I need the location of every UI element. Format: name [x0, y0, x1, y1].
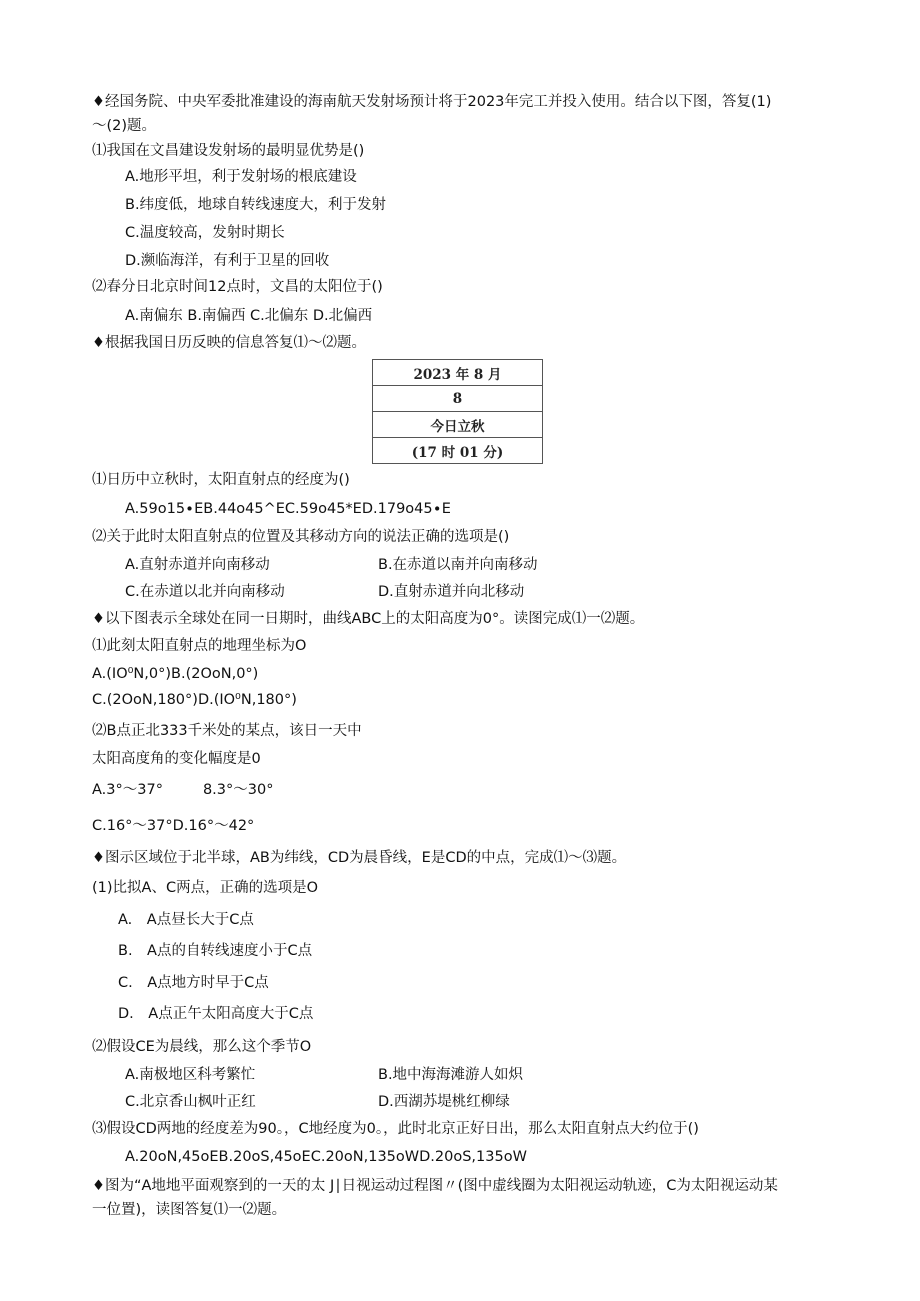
- q4-sub2-option-b: B.地中海海滩游人如炽: [378, 1067, 524, 1083]
- q4-sub3-options: A.20oN,45oEB.20oS,45oEC.20oN,135oWD.20oS,135oW: [125, 1149, 527, 1165]
- q4-sub2-option-c: C.北京香山枫叶正红: [125, 1094, 256, 1110]
- q2-sub2-option-c: C.在赤道以北并向南移动: [125, 584, 285, 600]
- q3-sub2-options-cd: C.16°～37°D.16°～42°: [92, 818, 255, 834]
- q2-sub2: ⑵关于此时太阳直射点的位置及其移动方向的说法正确的选项是(): [92, 529, 510, 545]
- q4-sub2-options-row2: [125, 1092, 510, 1112]
- q3-sub1-options-cd: C.(2OoN,180°)D.(IO⁰N,180°): [92, 692, 297, 708]
- q3-sub2-line2: 太阳高度角的变化幅度是0: [92, 751, 261, 767]
- q5-intro-line1: ♦图为“A地地平面观察到的一天的太 J∣日视运动过程图〃(图中虚线圈为太阳视运动轨迹，C为太阳视运动某: [92, 1178, 778, 1194]
- q4-intro: ♦图示区域位于北半球，AB为纬线，CD为晨昏线，E是CD的中点，完成⑴～⑶题。: [92, 850, 627, 866]
- q1-sub1-option-d: D.濒临海洋，有利于卫星的回收: [125, 253, 330, 269]
- q3-sub2-option-b: 8.3°～30°: [202, 782, 274, 798]
- q3-sub2-line1: ⑵B点正北333千米处的某点，该日一天中: [92, 723, 362, 739]
- q2-sub2-option-a: A.直射赤道并向南移动: [125, 557, 270, 573]
- q1-sub2: ⑵春分日北京时间12点时，文昌的太阳位于(): [92, 279, 383, 295]
- calendar-month: 2023 年 8 月: [373, 360, 543, 386]
- q1-sub2-options: A.南偏东 B.南偏西 C.北偏东 D.北偏西: [125, 308, 373, 324]
- q5-intro-line2: 一位置)，读图答复⑴一⑵题。: [92, 1202, 287, 1218]
- q3-sub2-option-a: A.3°～37°: [92, 782, 163, 798]
- q1-intro-line2: ～(2)题。: [92, 118, 157, 134]
- q3-sub2-options-ab: [92, 780, 273, 800]
- q2-sub2-options-row1: [125, 555, 538, 575]
- q3-sub1-options-ab: A.(IO⁰N,0°)B.(2OoN,0°): [92, 666, 259, 682]
- q2-intro: ♦根据我国日历反映的信息答复⑴～⑵题。: [92, 335, 366, 351]
- q4-sub1-option-d: D. A点正午太阳高度大于C点: [118, 1006, 314, 1022]
- q4-sub2: ⑵假设CE为晨线，那么这个季节O: [92, 1039, 312, 1055]
- q4-sub2-options-row1: [125, 1065, 523, 1085]
- q3-sub1: ⑴此刻太阳直射点的地理坐标为O: [92, 638, 307, 654]
- q3-intro: ♦以下图表示全球处在同一日期时，曲线ABC上的太阳高度为0°。读图完成⑴一⑵题。: [92, 611, 645, 627]
- q1-intro-line1: ♦经国务院、中央军委批准建设的海南航天发射场预计将于2023年完工并投入使用。结合以下图，答复(1): [92, 94, 772, 110]
- q4-sub2-option-d: D.西湖苏堤桃红柳绿: [378, 1094, 510, 1110]
- q2-sub2-options-row2: [125, 582, 524, 602]
- q2-sub2-option-b: B.在赤道以南并向南移动: [378, 557, 538, 573]
- q1-sub1-option-b: B.纬度低，地球自转线速度大，利于发射: [125, 197, 387, 213]
- calendar-page: [372, 359, 543, 464]
- calendar-solar-term: 今日立秋: [373, 412, 543, 438]
- q4-sub1-option-a: A. A点昼长大于C点: [118, 912, 254, 928]
- q4-sub1-option-b: B. A点的自转线速度小于C点: [118, 943, 313, 959]
- calendar-day: 8: [373, 386, 543, 412]
- q1-sub1: ⑴我国在文昌建设发射场的最明显优势是(): [92, 143, 365, 159]
- q2-sub1: ⑴日历中立秋时，太阳直射点的经度为(): [92, 472, 350, 488]
- q4-sub1-option-c: C. A点地方时早于C点: [118, 975, 269, 991]
- q4-sub3: ⑶假设CD两地的经度差为90。，C地经度为0。，此时北京正好日出，那么太阳直射点大约位于(): [92, 1121, 699, 1137]
- q1-sub1-option-a: A.地形平坦，利于发射场的根底建设: [125, 169, 357, 185]
- q2-sub1-options: A.59o15∙EB.44o45^EC.59o45*ED.179o45∙E: [125, 501, 451, 517]
- q1-sub1-option-c: C.温度较高，发射时期长: [125, 225, 285, 241]
- calendar-time: (17 时 01 分): [373, 438, 543, 464]
- q4-sub2-option-a: A.南极地区科考繁忙: [125, 1067, 256, 1083]
- q4-sub1: (1)比拟A、C两点，正确的选项是O: [92, 880, 318, 896]
- q2-sub2-option-d: D.直射赤道并向北移动: [378, 584, 525, 600]
